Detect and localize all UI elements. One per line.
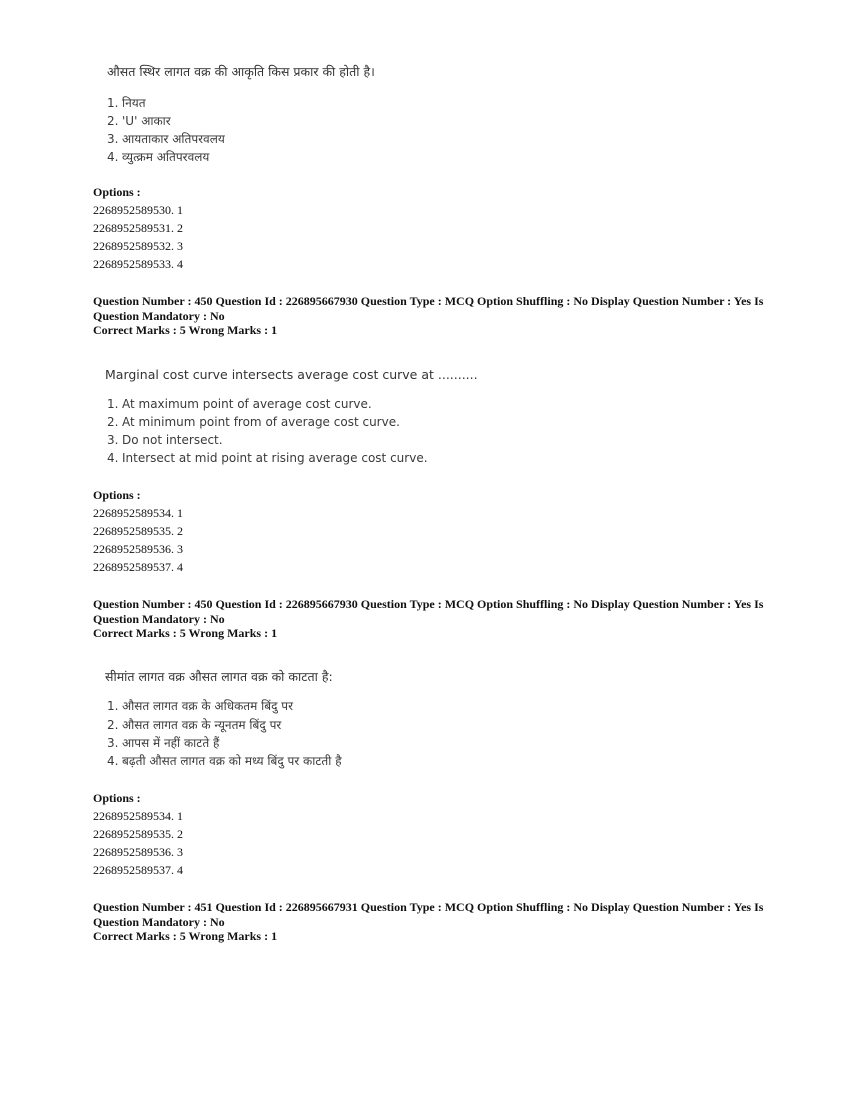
choice-item: [107, 716, 281, 733]
question-meta-info: Question Number : 450 Question Id : 226895667930 Question Type : MCQ Option Shuffling : No Display Question Number : Yes Is Question Mandatory : No: [93, 597, 764, 626]
option-id-line: 2268952589537. 4: [93, 560, 183, 574]
choice-number: 3.: [107, 736, 119, 750]
choice-text: At minimum point from of average cost curve.: [122, 415, 400, 429]
choice-text: 'U' आकार: [122, 114, 171, 128]
option-id-line: 2268952589536. 3: [93, 542, 183, 556]
choice-text: आयताकार अतिपरवलय: [122, 132, 225, 146]
choice-number: 1.: [107, 699, 119, 713]
question-meta: [93, 597, 773, 641]
choice-text: नियत: [122, 96, 146, 110]
choice-text: बढ़ती औसत लागत वक्र को मध्य बिंदु पर काटती है: [122, 754, 342, 768]
question-meta: [93, 900, 773, 944]
question-marks: Correct Marks : 5 Wrong Marks : 1: [93, 626, 278, 640]
option-id-line: 2268952589534. 1: [93, 506, 183, 520]
options-heading: Options :: [93, 185, 141, 199]
option-id-line: 2268952589535. 2: [93, 827, 183, 841]
option-id-line: 2268952589536. 3: [93, 845, 183, 859]
choice-number: 2.: [107, 718, 119, 732]
choice-number: 1.: [107, 96, 119, 110]
choice-text: At maximum point of average cost curve.: [122, 397, 372, 411]
choice-number: 3.: [107, 132, 119, 146]
options-heading: Options :: [93, 488, 141, 502]
option-id-line: 2268952589535. 2: [93, 524, 183, 538]
choice-item: [107, 415, 400, 429]
question-text: औसत स्थिर लागत वक्र की आकृति किस प्रकार की होती है।: [107, 64, 375, 79]
choice-text: औसत लागत वक्र के न्यूनतम बिंदु पर: [122, 718, 282, 732]
choice-text: Do not intersect.: [122, 433, 223, 447]
choice-text: औसत लागत वक्र के अधिकतम बिंदु पर: [122, 699, 294, 713]
choice-text: Intersect at mid point at rising average cost curve.: [122, 451, 428, 465]
question-meta-info: Question Number : 451 Question Id : 226895667931 Question Type : MCQ Option Shuffling : No Display Question Number : Yes Is Question Mandatory : No: [93, 900, 764, 929]
question-text: Marginal cost curve intersects average cost curve at ..........: [105, 367, 478, 382]
choice-item: [107, 94, 146, 111]
choice-number: 2.: [107, 415, 119, 429]
question-text: सीमांत लागत वक्र औसत लागत वक्र को काटता है:: [105, 669, 333, 684]
choice-item: [107, 697, 293, 714]
question-marks: Correct Marks : 5 Wrong Marks : 1: [93, 929, 278, 943]
question-meta: [93, 294, 773, 338]
choice-item: [107, 734, 219, 751]
choice-number: 2.: [107, 114, 119, 128]
choice-item: [107, 433, 223, 447]
choice-number: 4.: [107, 754, 119, 768]
question-marks: Correct Marks : 5 Wrong Marks : 1: [93, 323, 278, 337]
choice-item: [107, 130, 225, 147]
question-meta-info: Question Number : 450 Question Id : 226895667930 Question Type : MCQ Option Shuffling : No Display Question Number : Yes Is Question Mandatory : No: [93, 294, 764, 323]
choice-item: [107, 112, 171, 129]
option-id-line: 2268952589537. 4: [93, 863, 183, 877]
choice-number: 4.: [107, 150, 119, 164]
choice-text: आपस में नहीं काटते हैं: [122, 736, 220, 750]
choice-item: [107, 397, 372, 411]
choice-item: [107, 148, 209, 165]
option-id-line: 2268952589531. 2: [93, 221, 183, 235]
options-heading: Options :: [93, 791, 141, 805]
choice-number: 4.: [107, 451, 119, 465]
choice-number: 3.: [107, 433, 119, 447]
option-id-line: 2268952589533. 4: [93, 257, 183, 271]
choice-item: [107, 451, 428, 465]
choice-item: [107, 752, 342, 769]
option-id-line: 2268952589530. 1: [93, 203, 183, 217]
choice-text: व्युत्क्रम अतिपरवलय: [122, 150, 210, 164]
option-id-line: 2268952589532. 3: [93, 239, 183, 253]
choice-number: 1.: [107, 397, 119, 411]
option-id-line: 2268952589534. 1: [93, 809, 183, 823]
